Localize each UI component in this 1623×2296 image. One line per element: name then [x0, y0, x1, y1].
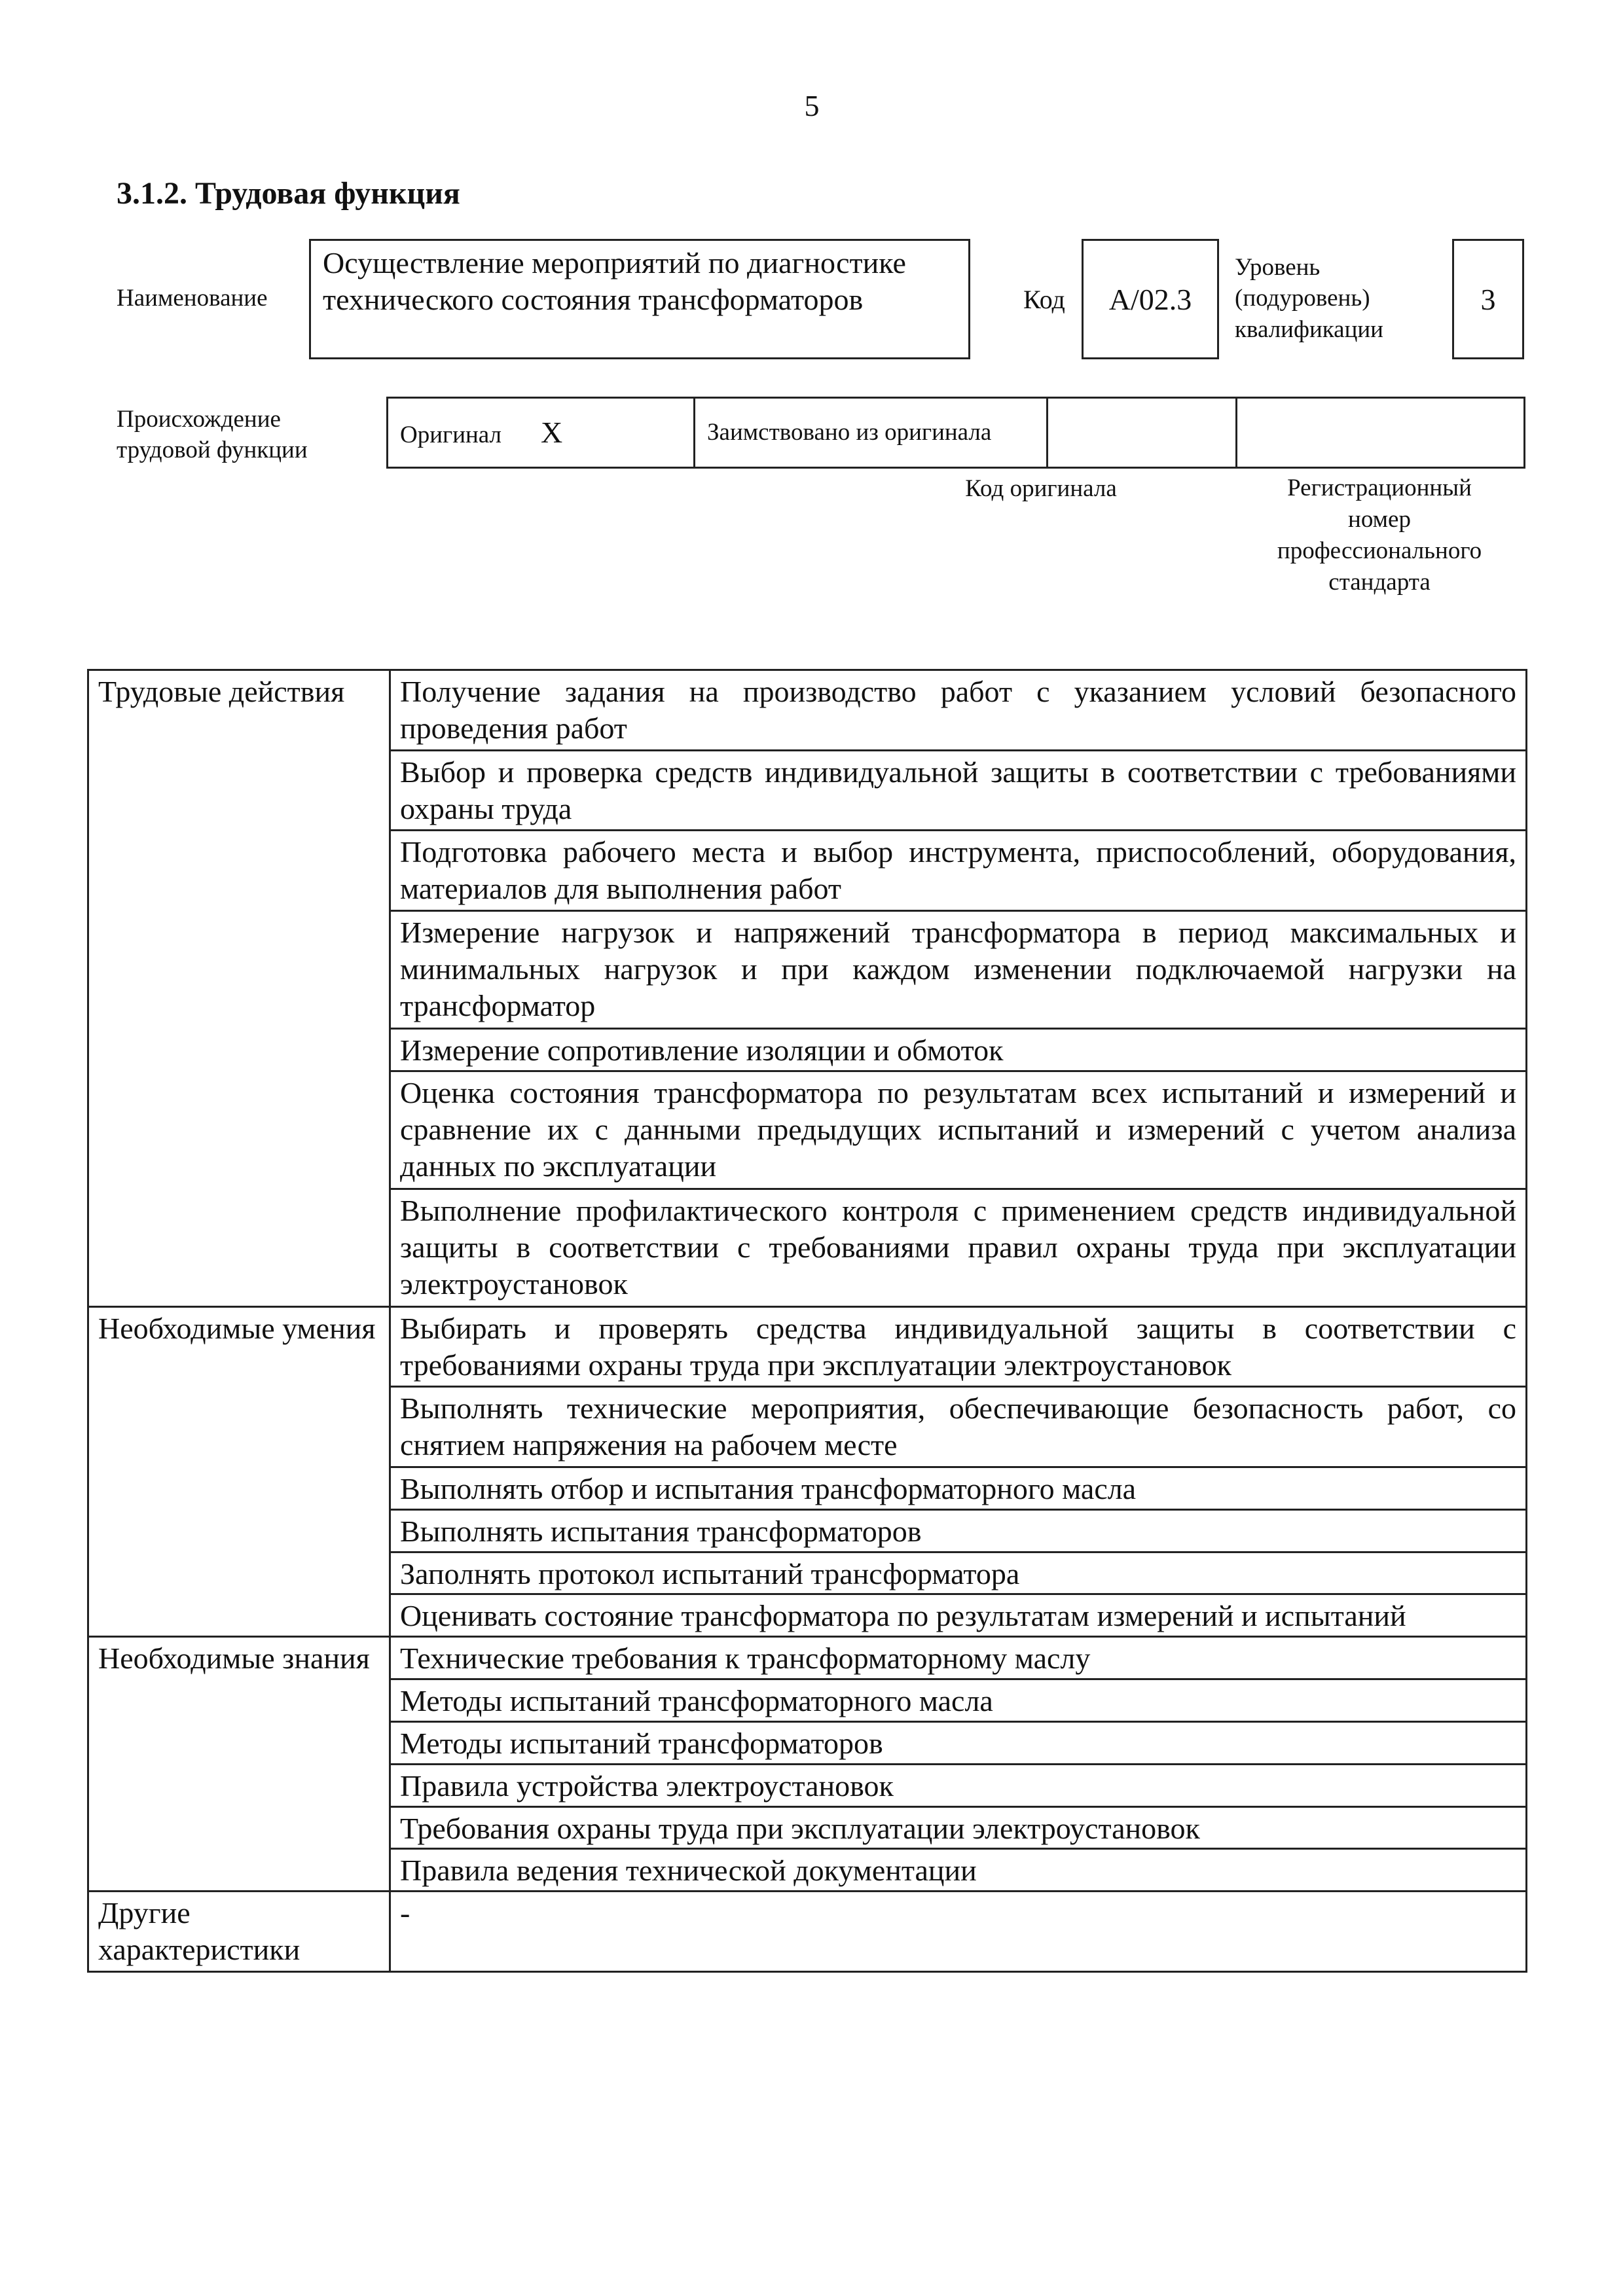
- required-knowledge-item: Методы испытаний трансформаторов: [390, 1721, 1527, 1764]
- required-skills-item: Выполнять отбор и испытания трансформаторного масла: [390, 1467, 1527, 1509]
- table-row: [88, 670, 1527, 751]
- table-row: [88, 1306, 1527, 1387]
- borrowed-cell: Заимствовано из оригинала: [695, 398, 1048, 468]
- other-characteristics-heading: Другие характеристики: [88, 1892, 390, 1972]
- labor-actions-item: Выбор и проверка средств индивидуальной защиты в соответствии с требованиями охраны труда: [390, 750, 1527, 831]
- original-mark: X: [541, 416, 563, 450]
- qualification-level-box: 3: [1452, 239, 1524, 359]
- required-knowledge-heading: Необходимые знания: [88, 1637, 390, 1892]
- code-original-cell: [1048, 398, 1237, 468]
- original-label: Оригинал: [400, 422, 502, 449]
- section-title: 3.1.2. Трудовая функция: [117, 176, 460, 211]
- labor-actions-heading: Трудовые действия: [88, 670, 390, 1307]
- required-knowledge-item: Методы испытаний трансформаторного масла: [390, 1679, 1527, 1722]
- labor-actions-item: Измерение сопротивление изоляции и обмоток: [390, 1028, 1527, 1071]
- labor-actions-item: Измерение нагрузок и напряжений трансформатора в период максимальных и минимальных нагрузок и при каждом изменении подключаемой нагрузки на трансформатор: [390, 910, 1527, 1028]
- reg-number-caption: Регистрационный номер профессионального стандарта: [1277, 475, 1482, 596]
- labor-actions-item: Оценка состояния трансформатора по результатам всех испытаний и измерений и сравнение их с данными предыдущих испытаний и измерений с учетом анализа данных по эксплуатации: [390, 1071, 1527, 1189]
- labor-actions-item: Подготовка рабочего места и выбор инструмента, приспособлений, оборудования, материалов для выполнения работ: [390, 831, 1527, 911]
- labor-actions-item: Выполнение профилактического контроля с применением средств индивидуальной защиты в соответствии с требованиями правил охраны труда при эксплуатации электроустановок: [390, 1189, 1527, 1306]
- function-details-table: [87, 669, 1527, 1973]
- required-skills-item: Заполнять протокол испытаний трансформатора: [390, 1552, 1527, 1594]
- function-name-box: Осуществление мероприятий по диагностике технического состояния трансформаторов: [309, 239, 970, 359]
- reg-number-cell: [1237, 398, 1525, 468]
- required-skills-item: Оценивать состояние трансформатора по результатам измерений и испытаний: [390, 1594, 1527, 1637]
- function-code-box: A/02.3: [1082, 239, 1219, 359]
- code-original-caption: Код оригинала: [965, 475, 1117, 502]
- required-knowledge-item: Требования охраны труда при эксплуатации электроустановок: [390, 1806, 1527, 1849]
- required-skills-item: Выполнять испытания трансформаторов: [390, 1509, 1527, 1552]
- required-skills-heading: Необходимые умения: [88, 1306, 390, 1636]
- required-knowledge-item: Правила устройства электроустановок: [390, 1764, 1527, 1806]
- original-cell: [388, 398, 695, 468]
- table-row: [88, 1637, 1527, 1679]
- required-knowledge-item: Правила ведения технической документации: [390, 1849, 1527, 1892]
- qualification-level-label: Уровень (подуровень) квалификации: [1235, 254, 1383, 343]
- required-skills-item: Выбирать и проверять средства индивидуальной защиты в соответствии с требованиями охраны труда при эксплуатации электроустановок: [390, 1306, 1527, 1387]
- origin-table: [386, 397, 1525, 469]
- name-label: Наименование: [117, 285, 268, 312]
- required-skills-item: Выполнять технические мероприятия, обеспечивающие безопасность работ, со снятием напряжения на рабочем месте: [390, 1387, 1527, 1467]
- labor-actions-item: Получение задания на производство работ с указанием условий безопасного проведения работ: [390, 670, 1527, 751]
- page-number: 5: [804, 89, 820, 122]
- origin-label: Происхождение трудовой функции: [117, 406, 308, 464]
- table-row: [88, 1892, 1527, 1972]
- other-characteristics-item: -: [390, 1892, 1527, 1972]
- code-label: Код: [1023, 285, 1065, 314]
- required-knowledge-item: Технические требования к трансформаторному маслу: [390, 1637, 1527, 1679]
